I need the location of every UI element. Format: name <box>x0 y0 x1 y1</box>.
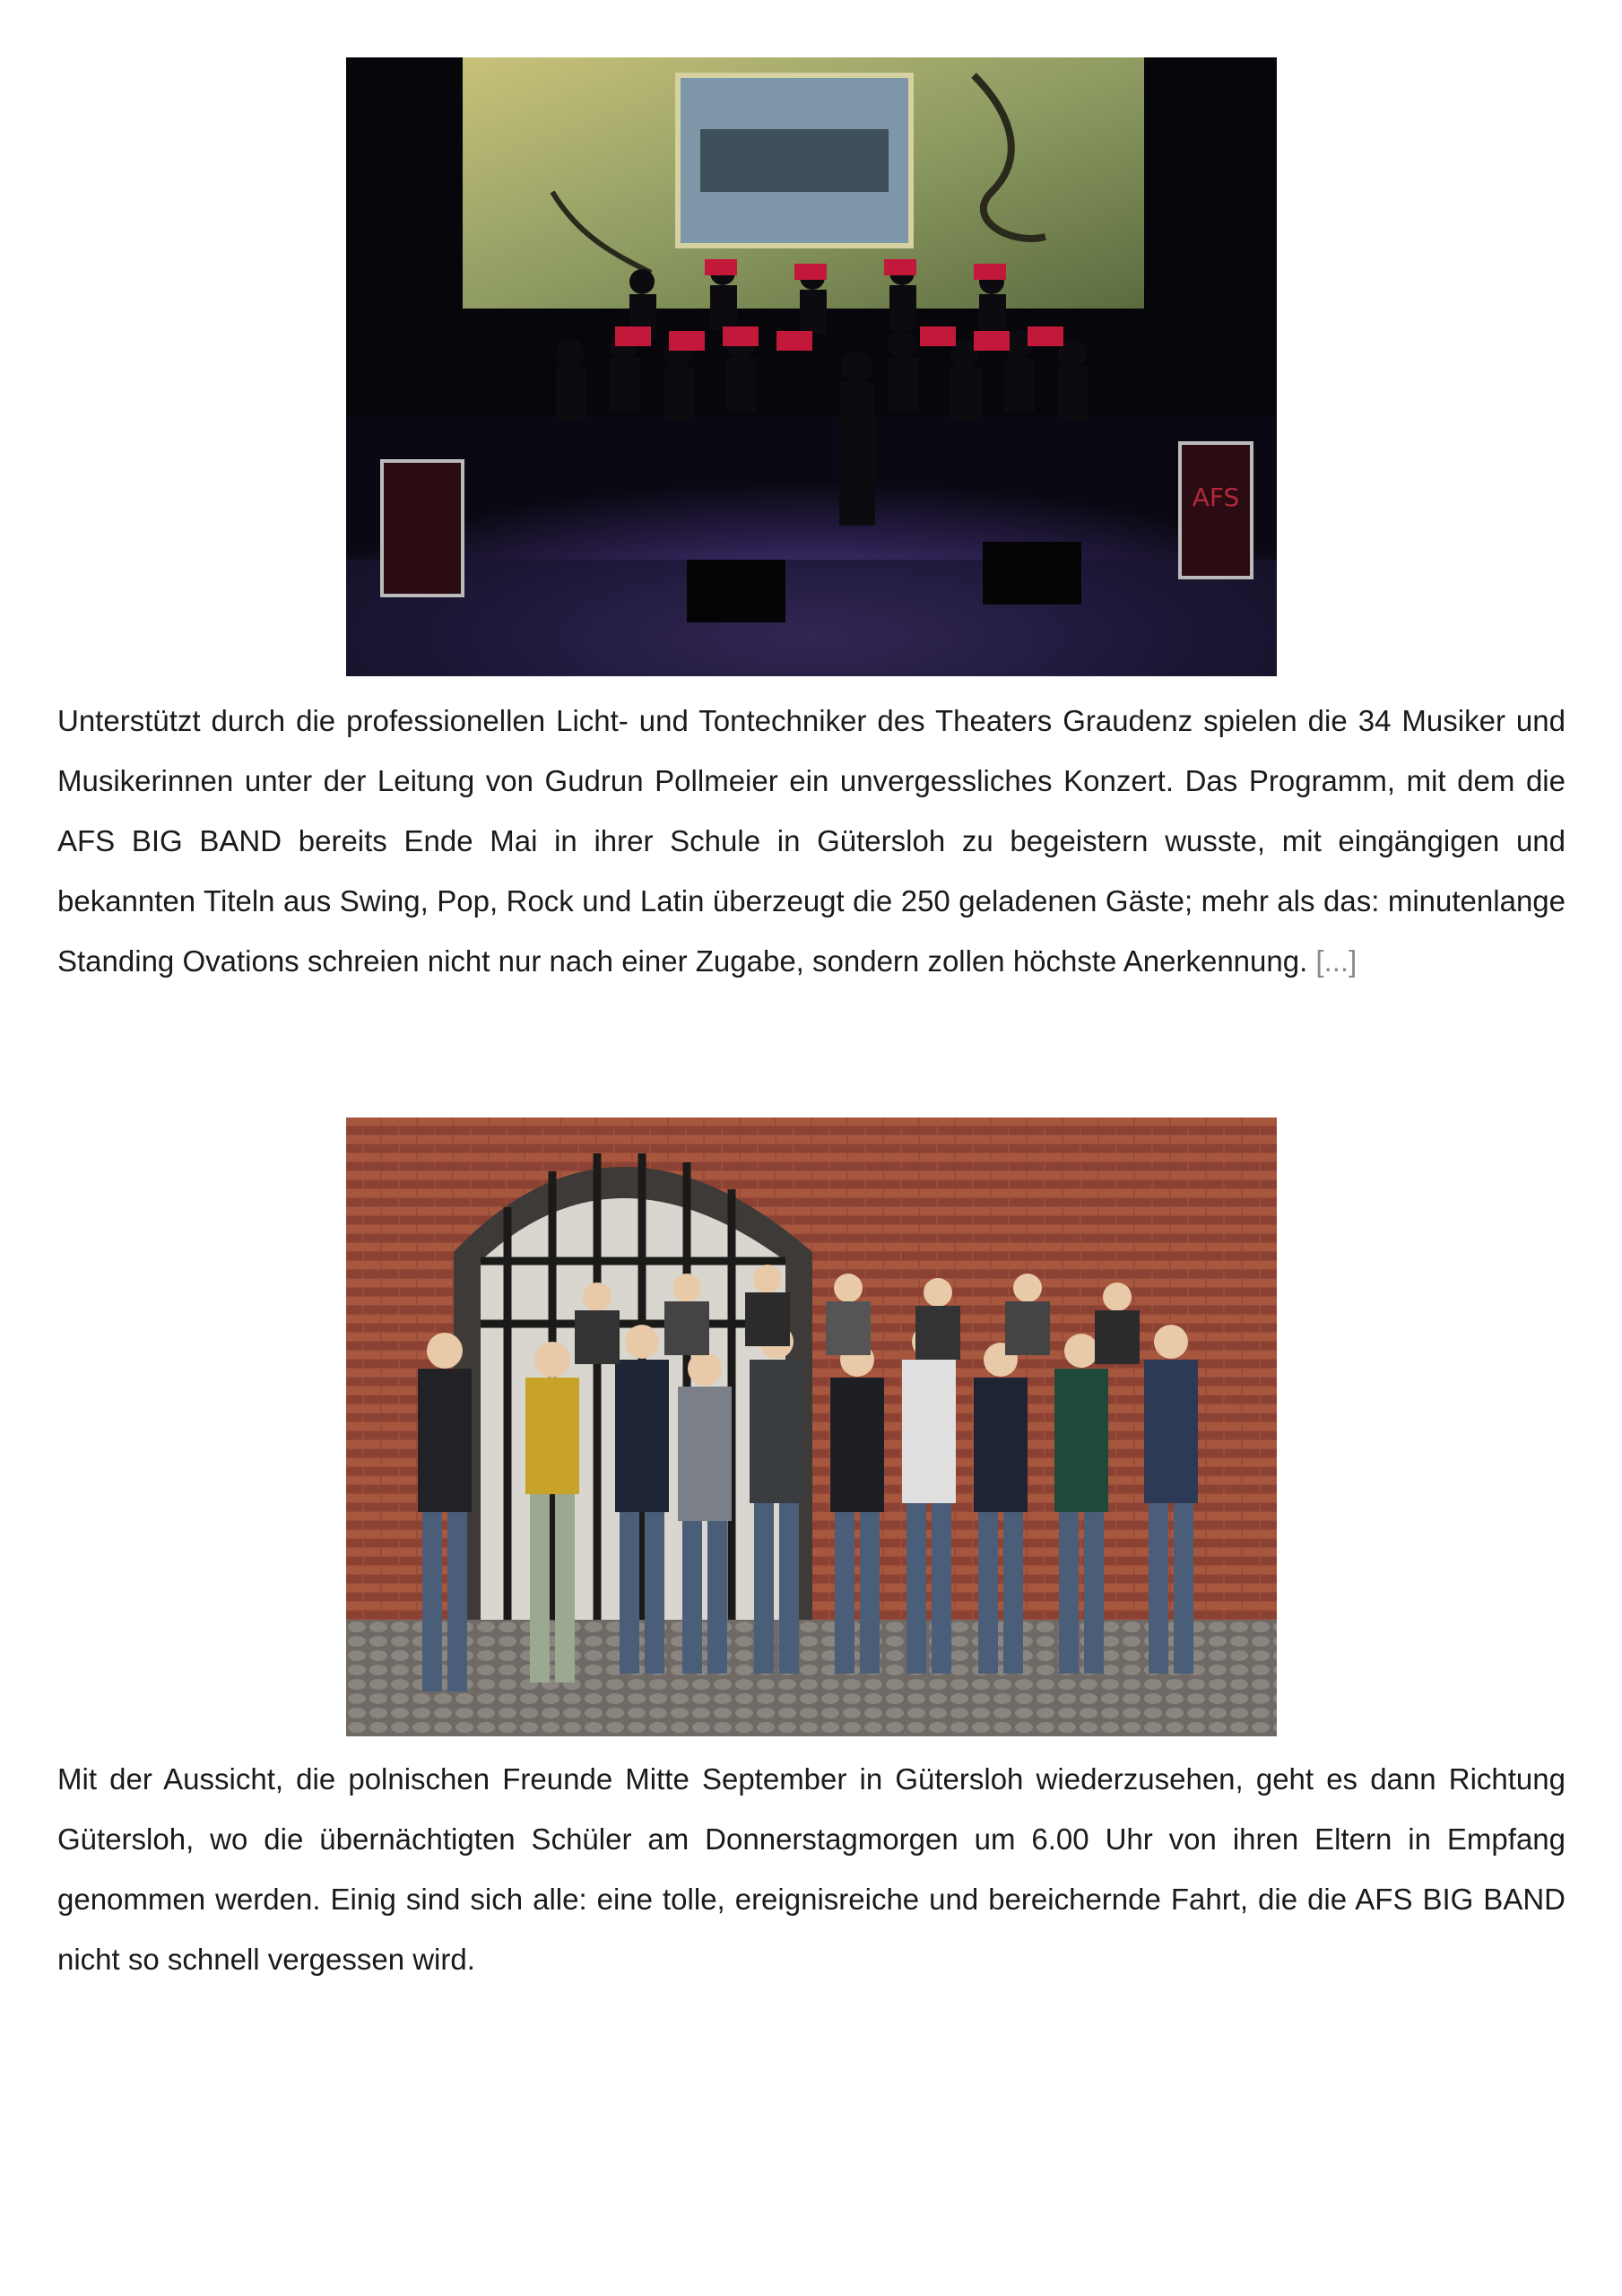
body-paragraph-1 <box>57 691 1566 991</box>
group-photo <box>346 1118 1277 1736</box>
concert-photo <box>346 57 1277 676</box>
afs-sign-text: AFS <box>1192 483 1240 512</box>
read-more-ellipsis[interactable]: [...] <box>1315 944 1357 978</box>
paragraph-1-text: Unterstützt durch die professionellen Licht- und Tontechniker des Theaters Graudenz spielen die 34 Musiker und Musikerinnen unter der Leitung von Gudrun Pollmeier ein unvergessliches Konzert. Das Programm, mit dem die AFS BIG BAND bereits Ende Mai in ihrer Schule in Gütersloh zu begeistern wusste, mit eingängigen und bekannten Titeln aus Swing, Pop, Rock und Latin überzeugt die 250 geladenen Gäste; mehr als das: minutenlange Standing Ovations schreien nicht nur nach einer Zugabe, sondern zollen höchste Anerkennung. <box>57 704 1566 978</box>
paragraph-2-text: Mit der Aussicht, die polnischen Freunde Mitte September in Gütersloh wiederzusehen, geht es dann Richtung Gütersloh, wo die übernächtigten Schüler am Donnerstagmorgen um 6.00 Uhr von ihren Eltern in Empfang genommen werden. Einig sind sich alle: eine tolle, ereignisreiche und bereichernde Fahrt, die die AFS BIG BAND nicht so schnell vergessen wird. <box>57 1762 1566 1976</box>
body-paragraph-2 <box>57 1749 1566 1989</box>
